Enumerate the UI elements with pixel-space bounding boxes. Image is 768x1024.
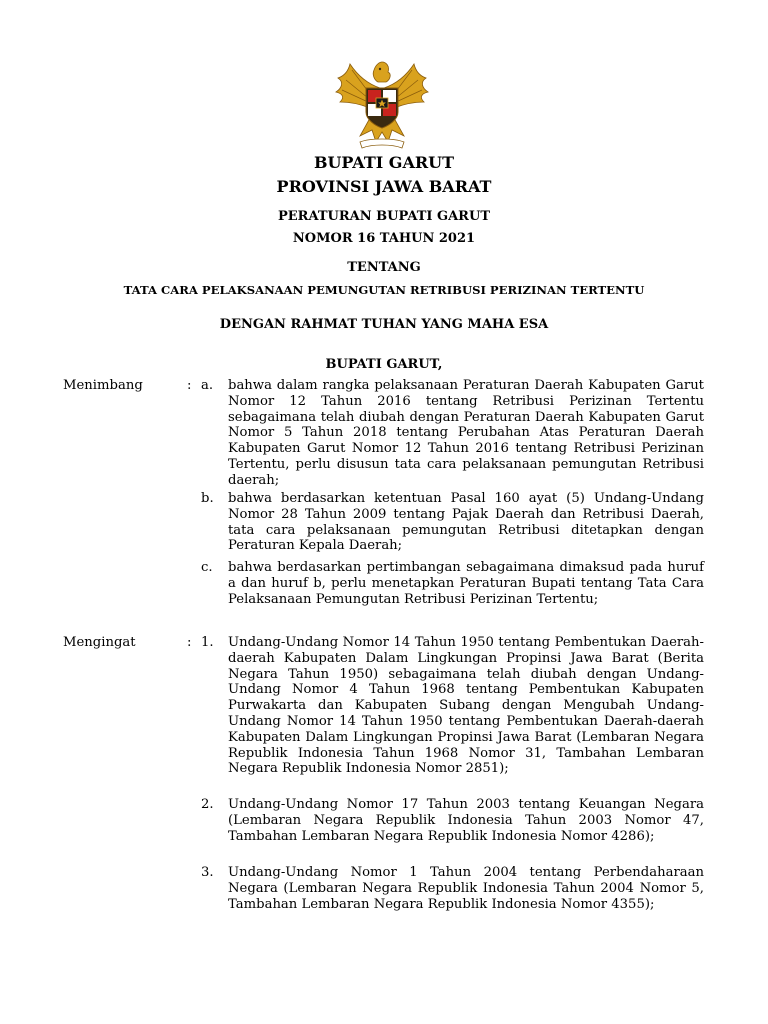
header-line2: PROVINSI JAWA BARAT [276, 177, 492, 196]
regulation-subject: TATA CARA PELAKSANAAN PEMUNGUTAN RETRIBUSI PERIZINAN TERTENTU [123, 283, 645, 297]
about-heading: TENTANG [347, 260, 421, 275]
mengingat-marker-1: 1. [201, 635, 214, 650]
menimbang-item-a: bahwa dalam rangka pelaksanaan Peraturan Daerah Kabupaten Garut Nomor 12 Tahun 2016 tentang Retribusi Perizinan Tertentu sebagaimana telah diubah dengan Peraturan Daerah Kabupaten Garut Nomor 5 Tahun 2018 tentang Perubahan Atas Peraturan Daerah Kabupaten Garut Nomor 12 Tahun 2016 tentang Retribusi Perizinan Tertentu, perlu disusun tata cara pelaksanaan pemungutan Retribusi daerah; [228, 378, 704, 488]
menimbang-item-c: bahwa berdasarkan pertimbangan sebagaimana dimaksud pada huruf a dan huruf b, perlu menetapkan Peraturan Bupati tentang Tata Cara Pelaksanaan Pemungutan Retribusi Perizinan Tertentu; [228, 560, 704, 607]
menimbang-marker-c: c. [201, 560, 213, 575]
mengingat-label: Mengingat [63, 635, 136, 650]
invocation: DENGAN RAHMAT TUHAN YANG MAHA ESA [219, 317, 549, 332]
mengingat-item-1: Undang-Undang Nomor 14 Tahun 1950 tentang Pembentukan Daerah-daerah Kabupaten Dalam Lingkungan Propinsi Jawa Barat (Berita Negara Tahun 1950) sebagaimana telah diubah dengan Undang-Undang Nomor 4 Tahun 1968 tentang Pembentukan Kabupaten Purwakarta dan Kabupaten Subang dengan Mengubah Undang-Undang Nomor 14 Tahun 1950 tentang Pembentukan Daerah-daerah Kabupaten Dalam Lingkungan Propinsi Jawa Barat (Lembaran Negara Republik Indonesia Tahun 1968 Nomor 31, Tambahan Lembaran Negara Republik Indonesia Nomor 2851); [228, 635, 704, 777]
header-line1: BUPATI GARUT [313, 153, 455, 172]
regulation-title: PERATURAN BUPATI GARUT [278, 209, 490, 224]
regulation-number: NOMOR 16 TAHUN 2021 [292, 231, 476, 246]
menimbang-label: Menimbang [63, 378, 143, 393]
menimbang-marker-b: b. [201, 491, 214, 506]
mengingat-colon: : [187, 635, 192, 650]
menimbang-marker-a: a. [201, 378, 214, 393]
mengingat-item-3: Undang-Undang Nomor 1 Tahun 2004 tentang Perbendaharaan Negara (Lembaran Negara Republik Indonesia Tahun 2004 Nomor 5, Tambahan Lembaran Negara Republik Indonesia Nomor 4355); [228, 865, 704, 912]
menimbang-colon: : [187, 378, 192, 393]
mengingat-item-2: Undang-Undang Nomor 17 Tahun 2003 tentang Keuangan Negara (Lembaran Negara Republik Indonesia Tahun 2003 Nomor 47, Tambahan Lembaran Negara Republik Indonesia Nomor 4286); [228, 797, 704, 844]
menimbang-item-b: bahwa berdasarkan ketentuan Pasal 160 ayat (5) Undang-Undang Nomor 28 Tahun 2009 tentang Pajak Daerah dan Retribusi Daerah, tata cara pelaksanaan pemungutan Retribusi ditetapkan dengan Peraturan Kepala Daerah; [228, 491, 704, 554]
mengingat-marker-3: 3. [201, 865, 214, 880]
garuda-emblem-icon [330, 58, 434, 150]
issuer: BUPATI GARUT, [325, 357, 443, 372]
mengingat-marker-2: 2. [201, 797, 214, 812]
